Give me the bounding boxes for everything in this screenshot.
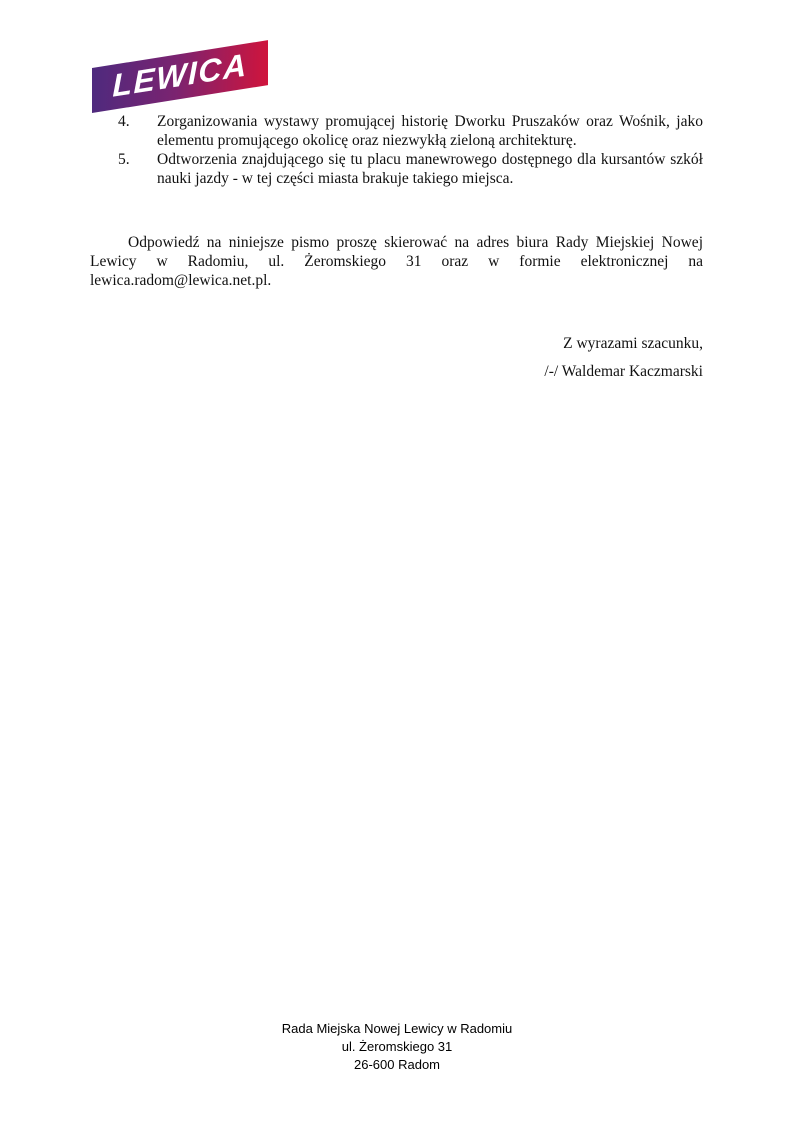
paragraph-line: Odpowiedź na niniejsze pismo proszę skierować na adres biura Rady Miejskiej Nowej (128, 234, 703, 251)
list-item-number: 5. (118, 151, 130, 168)
footer-org-name: Rada Miejska Nowej Lewicy w Radomiu (281, 1021, 513, 1036)
list-item-text (157, 150, 703, 188)
list-item-text (157, 112, 703, 150)
paragraph-line: Lewicy w Radomiu, ul. Żeromskiego 31 oraz w formie elektronicznej na (90, 253, 703, 270)
footer-street: ul. Żeromskiego 31 (341, 1039, 453, 1054)
list-item-number: 4. (118, 113, 130, 130)
email-line: lewica.radom@lewica.net.pl. (90, 272, 272, 289)
footer-address (0, 1020, 794, 1074)
signature-name: /-/ Waldemar Kaczmarski (544, 363, 703, 380)
footer-postal-city: 26-600 Radom (354, 1057, 440, 1072)
list-item (90, 112, 703, 150)
signature-block (90, 334, 703, 381)
list-item-line: Odtworzenia znajdującego się tu placu manewrowego dostępnego dla kursantów szkół (157, 151, 703, 168)
list-item (90, 150, 703, 188)
numbered-list (90, 112, 703, 188)
list-item-line: nauki jazdy - w tej części miasta brakuje takiego miejsca. (157, 170, 514, 187)
closing-paragraph (90, 233, 703, 290)
signature-closing: Z wyrazami szacunku, (563, 335, 703, 352)
letter-body (90, 112, 703, 381)
lewica-logo-text: LEWICA (112, 46, 248, 104)
lewica-logo (92, 40, 268, 113)
list-item-line: Zorganizowania wystawy promującej historię Dworku Pruszaków oraz Wośnik, jako (157, 113, 703, 130)
list-item-line: elementu promującego okolicę oraz niezwykłą zieloną architekturę. (157, 132, 577, 149)
